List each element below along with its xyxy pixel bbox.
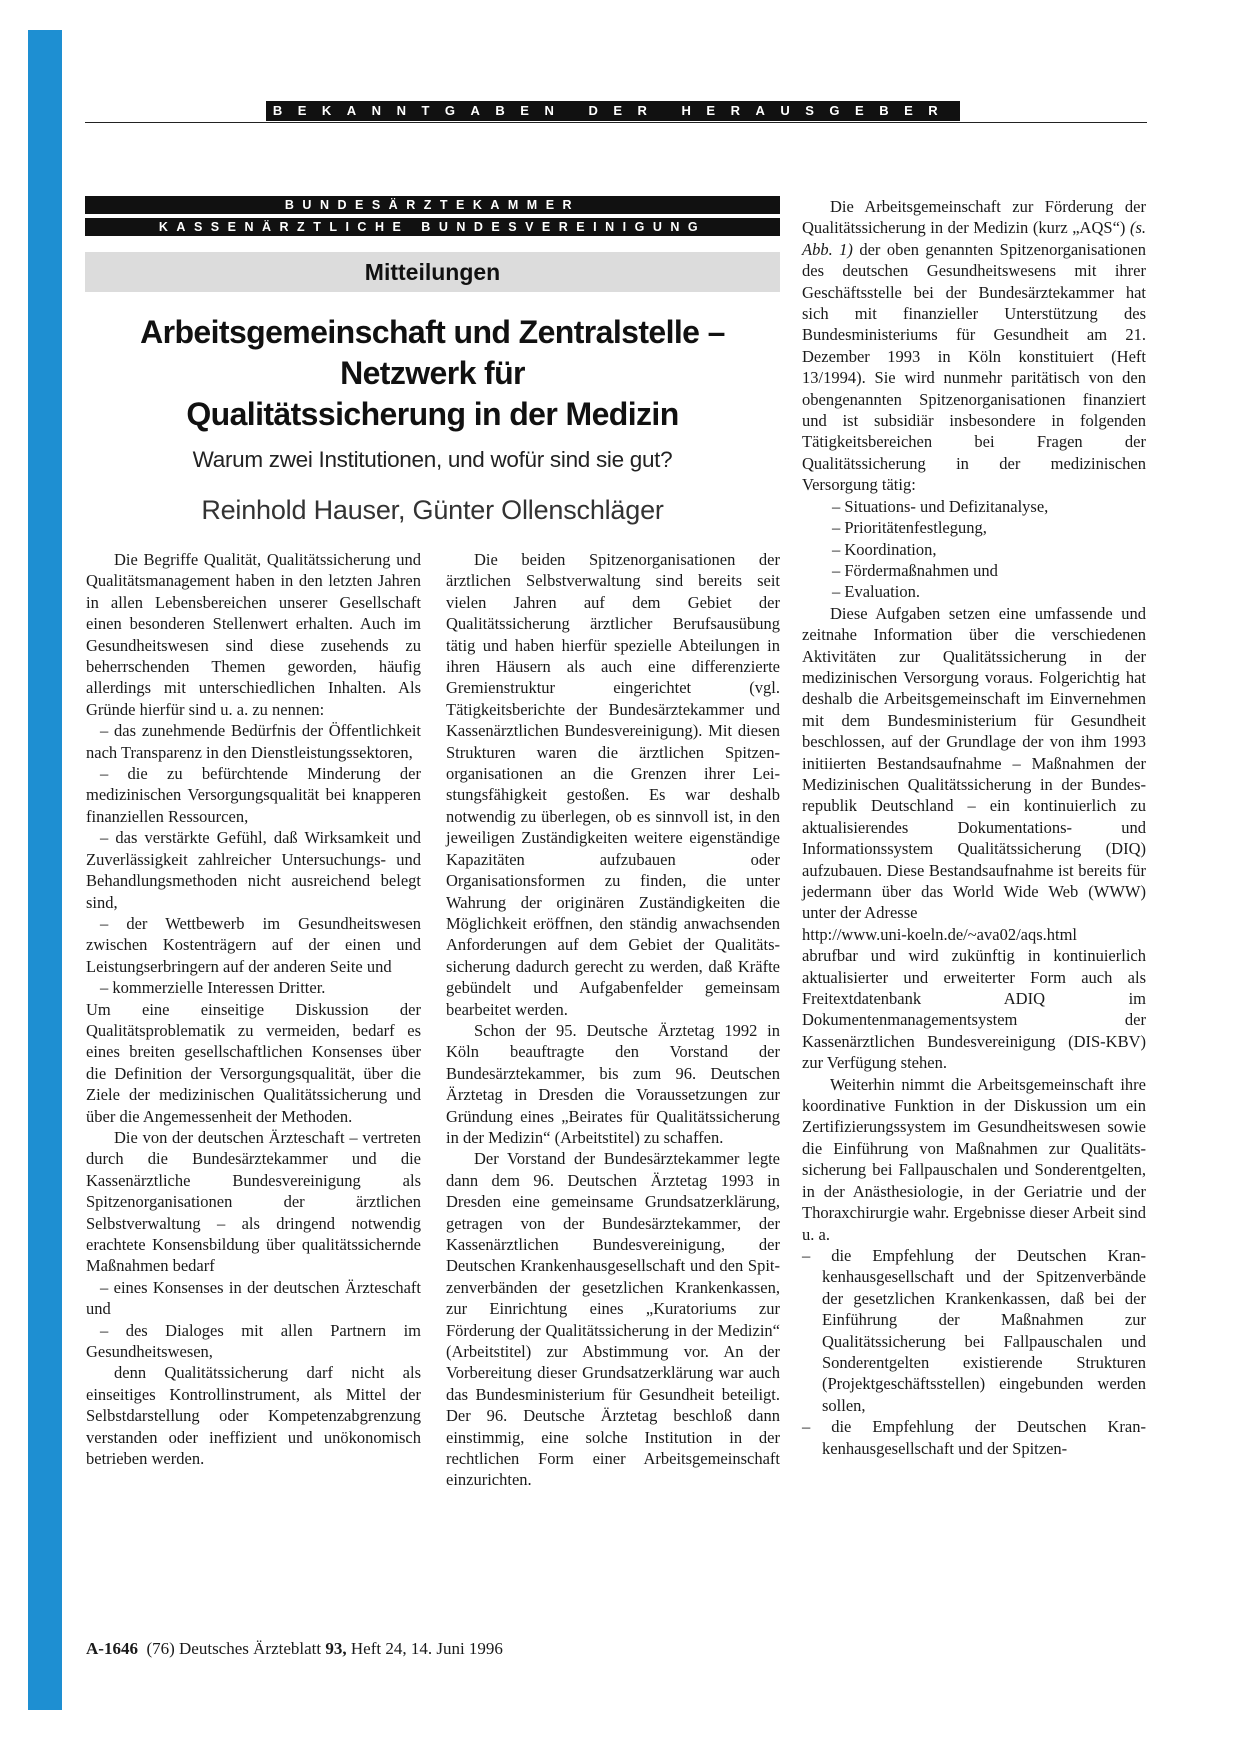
list-item: – Fördermaßnahmen und: [832, 560, 998, 580]
text-column-1: [86, 549, 421, 1469]
text-column-2: [446, 549, 780, 1491]
category-heading: Mitteilungen: [85, 252, 780, 292]
article-authors: Reinhold Hauser, Günter Ollenschläger: [201, 495, 664, 525]
bullet-list: [802, 496, 1146, 603]
list-item: – das zunehmende Bedürfnis der Öffentlichkeit nach Transparenz in den Dienstleistungssektoren,: [86, 721, 421, 762]
text-run: Die Arbeitsgemeinschaft zur Förderung der Qualitätssicherung in der Medizin (kurz „AQS“): [802, 197, 1146, 238]
header-rule: [85, 122, 1147, 123]
section-bar: BEKANNTGABEN DER HERAUSGEBER: [266, 101, 960, 121]
org-bar-kbv: KASSENÄRZTLICHE BUNDESVEREINIGUNG: [85, 218, 780, 236]
org-bar-bundesaerztekammer: BUNDESÄRZTEKAMMER: [85, 196, 780, 214]
list-item: – Situations- und Defizitanalyse,: [832, 496, 1049, 516]
title-line-2: Netzwerk für: [340, 355, 525, 391]
list-item: – das verstärkte Gefühl, daß Wirksamkeit und Zuverlässigkeit zahlreicher Untersuchungs- und Behandlungsmethoden nicht ausreichend belegt sind,: [86, 828, 421, 912]
list-item: – die Empfehlung der Deutschen Krankenhausgesellschaft und der Spitzenverbände der gesetzlichen Krankenkassen, daß bei der Einführung der Maßnahmen zur Qualitätssicherung bei Fallpauschalen und Sonderentgelten existierende Strukturen (Projektgeschäftsstellen) eingebunden werden sollen,: [802, 1245, 1146, 1415]
text-column-3: [802, 196, 1146, 1459]
color-sidebar-strip: [28, 30, 62, 1710]
list-item: – Koordination,: [832, 539, 937, 559]
article-title: [85, 312, 780, 435]
journal-citation: (76) Deutsches Ärzteblatt: [146, 1639, 326, 1658]
paragraph: Diese Aufgaben setzen eine umfassende und zeitnahe Information über die verschiedenen Aktivitäten zur Qualitätssicherung in der medizinischen Versorgung voraus. Folgerichtig hat deshalb die Arbeitsgemeinschaft im Einvernehmen mit dem Bundesministerium für Gesundheit beschlossen, auf der Grundlage der von ihm 1993 initiierten Bestandsaufnahme – Maßnahmen der Medizinischen Qualitätssicherung in der Bundesrepublik Deutschland – ein kontinuierlich zu aktualisierendes Dokumentations- und Informationssystem Qualitätssicherung (DIQ) aufzubauen. Diese Bestandsaufnahme ist bereits für jedermann über das World Wide Web (WWW) unter der Adresse: [802, 603, 1146, 923]
paragraph: Weiterhin nimmt die Arbeitsgemeinschaft ihre koordinative Funktion in der Diskussion um ein Zertifizierungssystem im Gesundheitswesen sowie die Einführung von Maßnahmen zur Qualitätssicherung bei Fallpauschalen und Sonderentgelten, in der Anästhesiologie, in der Geriatrie und der Thoraxchirurgie wahr. Ergebnisse dieser Arbeit sind u. a.: [802, 1074, 1146, 1244]
paragraph: Um eine einseitige Diskussion der Qualitätsproblematik zu vermeiden, bedarf es eines breiten gesellschaftlichen Konsenses über die Definition der Versorgungsqualität, über die Ziele der medizinischen Qualitätssicherung und über die Angemessenheit der Methoden.: [86, 999, 421, 1126]
page-footer: [86, 1638, 786, 1660]
text-run: der oben genannten Spitzenorganisationen des deutschen Gesundheitswesens mit ihrer Geschäftsstelle bei der Bundesärztekammer hat sich mit finanzieller Unterstützung des Bundesministeriums für Gesundheit am 21. Dezember 1993 in Köln konstituiert (Heft 13/1994). Sie wird nunmehr paritätisch von den obengenannten Spitzenorganisationen finanziert und ist subsidiär insbesondere in folgenden Tätigkeitsbereichen bei Fragen der Qualitätssicherung in der medizinischen Versorgung tätig:: [802, 239, 1146, 495]
list-item: – eines Konsenses in der deutschen Ärzteschaft und: [86, 1277, 421, 1319]
bullet-list: [86, 1277, 421, 1363]
list-item: – Evaluation.: [832, 582, 920, 602]
paragraph: Die Begriffe Qualität, Qualitätssicherung und Qualitätsmanagement haben in den letzten Jahren in allen Lebensbereichen unserer Gesellschaft einen besonderen Stellenwert erhalten. Auch im Gesundheitswesen sind diese zusehends zu beherrschenden Themen geworden, häufig allerdings mit unterschiedlichen Inhalten. Als Gründe hierfür sind u. a. zu nennen:: [86, 550, 421, 719]
issue-date: Heft 24, 14. Juni 1996: [346, 1639, 503, 1658]
list-item: – des Dialoges mit allen Partnern im Gesundheitswesen,: [86, 1320, 421, 1362]
list-item: – kommerzielle Interessen Dritter.: [100, 978, 326, 998]
bullet-list: [86, 720, 421, 998]
list-item: – die zu befürchtende Minderung der medizinischen Versorgungsqualität bei knapperen finanziellen Ressourcen,: [86, 764, 421, 826]
paragraph: abrufbar und wird zukünftig in kontinuierlich aktualisierter und erweiterter Form auch als Freitextdatenbank ADIQ im Dokumentenmanagementsystem der Kassenärztlichen Bundesvereinigung (DIS-KBV) zur Verfügung stehen.: [802, 946, 1146, 1073]
bullet-list: [802, 1245, 1146, 1459]
page-number: A-1646: [86, 1639, 138, 1658]
volume-number: 93,: [325, 1639, 347, 1658]
web-address: http://www.uni-koeln.de/~ava02/aqs.html: [802, 924, 1078, 944]
list-item: – der Wettbewerb im Gesundheitswesen zwischen Kostenträgern auf der einen und Leistungserbringern auf der anderen Seite und: [86, 913, 421, 976]
paragraph: [802, 196, 1146, 496]
paragraph: denn Qualitätssicherung darf nicht als einseitiges Kontrollinstrument, als Mittel der Selbstdarstellung oder Kompetenzabgrenzung verstanden oder ineffizient und unökonomisch betrieben werden.: [86, 1363, 421, 1469]
paragraph: Der Vorstand der Bundesärztekammer legte dann dem 96. Deutschen Ärztetag 1993 in Dresden eine gemeinsame Grundsatzerklärung, getragen von der Bundesärztekammer, der Kassenärztlichen Bundesvereinigung, der Deutschen Krankenhausgesellschaft und den Spitzenverbänden der gesetzlichen Krankenkassen, zur Einrichtung eines „Kuratoriums zur Förderung der Qualitätssicherung in der Medizin“ (Arbeitstitel) zur Abstimmung vor. An der Vorbereitung dieser Grundsatzerklärung war auch das Bundesministerium für Gesundheit beteiligt. Der 96. Deutsche Ärztetag beschloß dann einstimmig, eine solche Institution in der rechtlichen Form einer Arbeitsgemeinschaft einzurichten.: [446, 1149, 780, 1490]
figure-reference: (s. Abb. 1): [802, 218, 1146, 259]
paragraph: Die von der deutschen Ärzteschaft – vertreten durch die Bundesärztekammer und die Kassenärztliche Bundesvereinigung als Spitzenorganisationen der ärztlichen Selbstverwaltung – als dringend notwendig erachtete Konsensbildung über qualitätssichernde Maßnahmen bedarf: [86, 1127, 421, 1276]
list-item: – Prioritätenfestlegung,: [832, 518, 987, 538]
list-item: – die Empfehlung der Deutschen Krankenhausgesellschaft und der Spitzen-: [802, 1417, 1146, 1458]
article-subtitle: Warum zwei Institutionen, und wofür sind sie gut?: [192, 447, 673, 472]
paragraph: Schon der 95. Deutsche Ärztetag 1992 in Köln beauftragte den Vorstand der Bundesärztekammer, bis zum 96. Deutschen Ärztetag in Dresden die Voraussetzungen zur Gründung eines „Beirates für Qualitätssicherung in der Medizin“ (Arbeitstitel) zu schaffen.: [446, 1020, 780, 1147]
title-line-1: Arbeitsgemeinschaft und Zentralstelle –: [140, 314, 725, 350]
paragraph: Die beiden Spitzenorganisationen der ärztlichen Selbstverwaltung sind bereits seit vielen Jahren auf dem Gebiet der Qualitätssicherung ärztlicher Berufsausübung tätig und haben hierfür spezielle Abteilungen in ihren Häusern als auch eine differenzierte Gremienstruktur eingerichtet (vgl. Tätigkeitsberichte der Bundesärztekammer und Kassenärztlichen Bundesvereinigung). Mit diesen Strukturen waren die ärztlichen Spitzenorganisationen an die Grenzen ihrer Leistungsfähigkeit gestoßen. Es war deshalb notwendig zu überlegen, ob es sinnvoll ist, in den jeweiligen Zuständigkeiten weitere eigenständige Kapazitäten aufzubauen oder Organisationsformen zu finden, die unter Wahrung der originären Zuständigkeiten die Möglichkeit eröffnen, den ständig anwachsenden Anforderungen auf dem Gebiet der Qualitätssicherung dadurch gerecht zu werden, daß Kräfte gebündelt und Aufgabenfelder gemeinsam bearbeitet werden.: [446, 550, 780, 1019]
title-line-3: Qualitätssicherung in der Medizin: [186, 396, 679, 432]
